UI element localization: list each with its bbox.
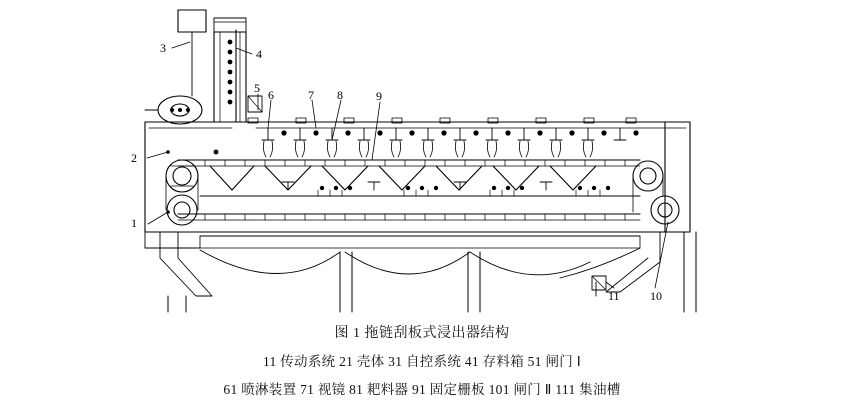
leader-6 [268, 100, 271, 128]
callout-8: 8 [337, 88, 343, 102]
scraper-flight [379, 166, 425, 190]
left-discharge-cone [160, 232, 212, 296]
callout-11: 11 [608, 289, 620, 303]
leader-7 [312, 100, 316, 128]
figure-title: 图 1 拖链刮板式浸出器结构 [334, 326, 510, 341]
callout-6: 6 [268, 88, 274, 102]
leader-3 [172, 42, 190, 48]
callout-5: 5 [254, 81, 260, 95]
scraper-flight [493, 166, 539, 190]
leader-1 [148, 212, 168, 224]
leader-8 [332, 100, 341, 140]
leader-2 [147, 152, 168, 158]
leader-4 [236, 48, 252, 54]
callout-7: 7 [308, 88, 314, 102]
sprocket-upper-right [633, 161, 663, 191]
callout-10: 10 [650, 289, 662, 303]
callout-9: 9 [376, 89, 382, 103]
figure-legend-line-2: 61 喷淋装置 71 视镜 81 耙料器 91 固定栅板 101 闸门 Ⅱ 111 集油槽 [223, 382, 621, 397]
scraper-flight [550, 166, 596, 190]
callout-4: 4 [256, 47, 262, 61]
callout-2: 2 [131, 151, 137, 165]
callout-1: 1 [131, 216, 137, 230]
control-box [178, 10, 206, 32]
scraper-flight [210, 166, 254, 190]
figure-legend-line-1: 11 传动系统 21 壳体 31 自控系统 41 存料箱 51 闸门 Ⅰ [262, 354, 582, 369]
scraper-flight [436, 166, 482, 190]
leader-11 [606, 282, 614, 288]
drive-sprocket-lower-left [167, 195, 197, 225]
scraper-flight [322, 166, 368, 190]
callout-3: 3 [160, 41, 166, 55]
feed-hopper [214, 32, 246, 122]
drive-sprocket-upper-left [166, 160, 198, 192]
